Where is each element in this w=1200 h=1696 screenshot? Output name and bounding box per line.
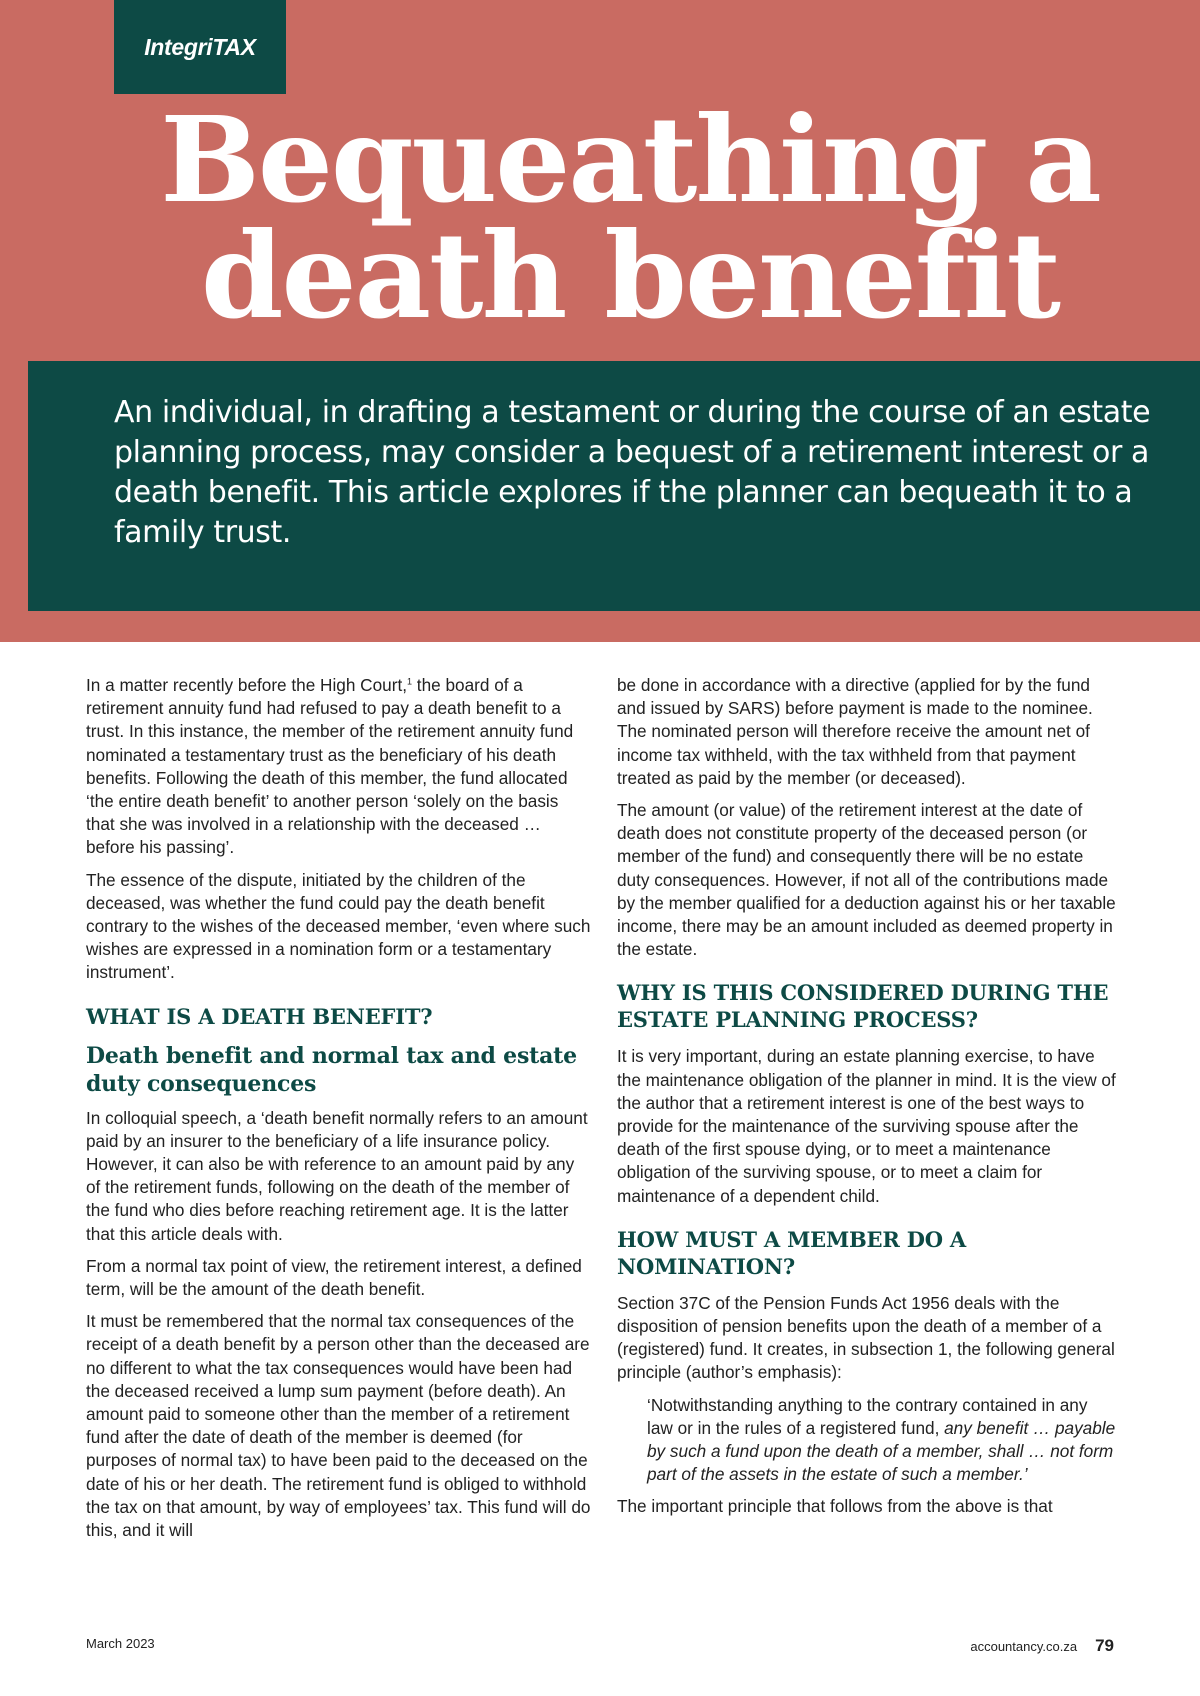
right-column: [617, 674, 1117, 1519]
subsection-heading: Death benefit and normal tax and estate duty consequences: [86, 1042, 577, 1097]
paragraph: In colloquial speech, a ‘death benefit normally refers to an amount paid by an insurer to the beneficiary of a life insurance policy. However, it can also be with reference to an amount paid by any of the retirement funds, following on the death of the member of the fund who dies before reaching retirement age. It is the latter that this article deals with.: [86, 1107, 588, 1244]
paragraph: The amount (or value) of the retirement interest at the date of death does not constitute property of the deceased person (or member of the fund) and consequently there will be no estate duty consequences. However, if not all of the contributions made by the member qualified for a deduction against his or her taxable income, there may be an amount included as deemed property in the estate.: [617, 800, 1116, 960]
paragraph: The essence of the dispute, initiated by the children of the deceased, was whether the fund could pay the death benefit contrary to the wishes of the deceased member, ‘even where such wishes are expressed in a nomination form or a testamentary instrument’.: [86, 869, 591, 983]
paragraph: [86, 674, 591, 860]
left-column: [86, 674, 591, 1542]
footer-right: [970, 1636, 1114, 1656]
paragraph: The important principle that follows from the above is that: [617, 1496, 1053, 1517]
footer-site: accountancy.co.za: [970, 1639, 1078, 1654]
footnote-marker: 1: [407, 676, 413, 687]
paragraph: It is very important, during an estate planning exercise, to have the maintenance obligation of the planner in mind. It is the view of the author that a retirement interest is one of the best ways to provide for the maintenance of the surviving spouse after the death of the first spouse dying, or to meet a maintenance obligation of the surviving spouse, or to meet a claim for maintenance of a dependent child.: [617, 1046, 1116, 1206]
section-heading: HOW MUST A MEMBER DO A NOMINATION?: [617, 1226, 967, 1279]
footer-date: March 2023: [86, 1636, 155, 1651]
title-line-2: death benefit: [201, 206, 1059, 345]
legal-quote: [647, 1394, 1117, 1487]
article-title: [0, 90, 1200, 345]
section-heading: WHY IS THIS CONSIDERED DURING THE ESTATE PLANNING PROCESS?: [617, 980, 1109, 1033]
intro-panel: [28, 361, 1200, 611]
page-number: 79: [1095, 1636, 1114, 1655]
brand-logo: IntegriTAX: [114, 0, 286, 94]
quote-emphasis: any benefit … payable by such a fund upon the death of a member, shall … not form part of the assets in the estate of such a member.’: [647, 1417, 1116, 1485]
section-heading: WHAT IS A DEATH BENEFIT?: [86, 1003, 433, 1029]
quote-text: ‘Notwithstanding anything to the contrary contained in any law or in the rules of a registered fund,: [647, 1394, 1088, 1438]
title-line-1: Bequeathing a: [160, 90, 1100, 229]
paragraph: It must be remembered that the normal tax consequences of the receipt of a death benefit by a person other than the deceased are no different to what the tax consequences would have been had the deceased received a lump sum payment (before death). An amount paid to someone other than the member of a retirement fund after the date of death of the member is deemed (for purposes of normal tax) to have been paid to the deceased on the date of his or her death. The retirement fund is obliged to withhold the tax on that amount, by way of employees’ tax. This fund will do this, and it will: [86, 1311, 591, 1541]
hero-banner: [0, 0, 1200, 642]
paragraph: Section 37C of the Pension Funds Act 1956 deals with the disposition of pension benefits upon the death of a member of a (registered) fund. It creates, in subsection 1, the following general principle (author’s emphasis):: [617, 1292, 1115, 1383]
paragraph: be done in accordance with a directive (applied for by the fund and issued by SARS) before payment is made to the nominee. The nominated person will therefore receive the amount net of income tax withheld, with the tax withheld from that payment treated as paid by the member (or deceased).: [617, 675, 1093, 788]
paragraph-text: the board of a retirement annuity fund had refused to pay a death benefit to a trust. In this instance, the member of the retirement annuity fund nominated a testamentary trust as the beneficiary of his death benefits. Following the death of this member, the fund allocated ‘the entire death benefit’ to another person ‘solely on the basis that she was involved in a relationship with the deceased … before his passing’.: [86, 675, 574, 858]
paragraph: From a normal tax point of view, the retirement interest, a defined term, will be the amount of the death benefit.: [86, 1255, 582, 1300]
paragraph-text: In a matter recently before the High Court,: [86, 675, 407, 695]
intro-text: An individual, in drafting a testament or during the course of an estate planning process, may consider a bequest of a retirement interest or a death benefit. This article explores if the planner can bequeath it to a family trust.: [114, 395, 1151, 550]
